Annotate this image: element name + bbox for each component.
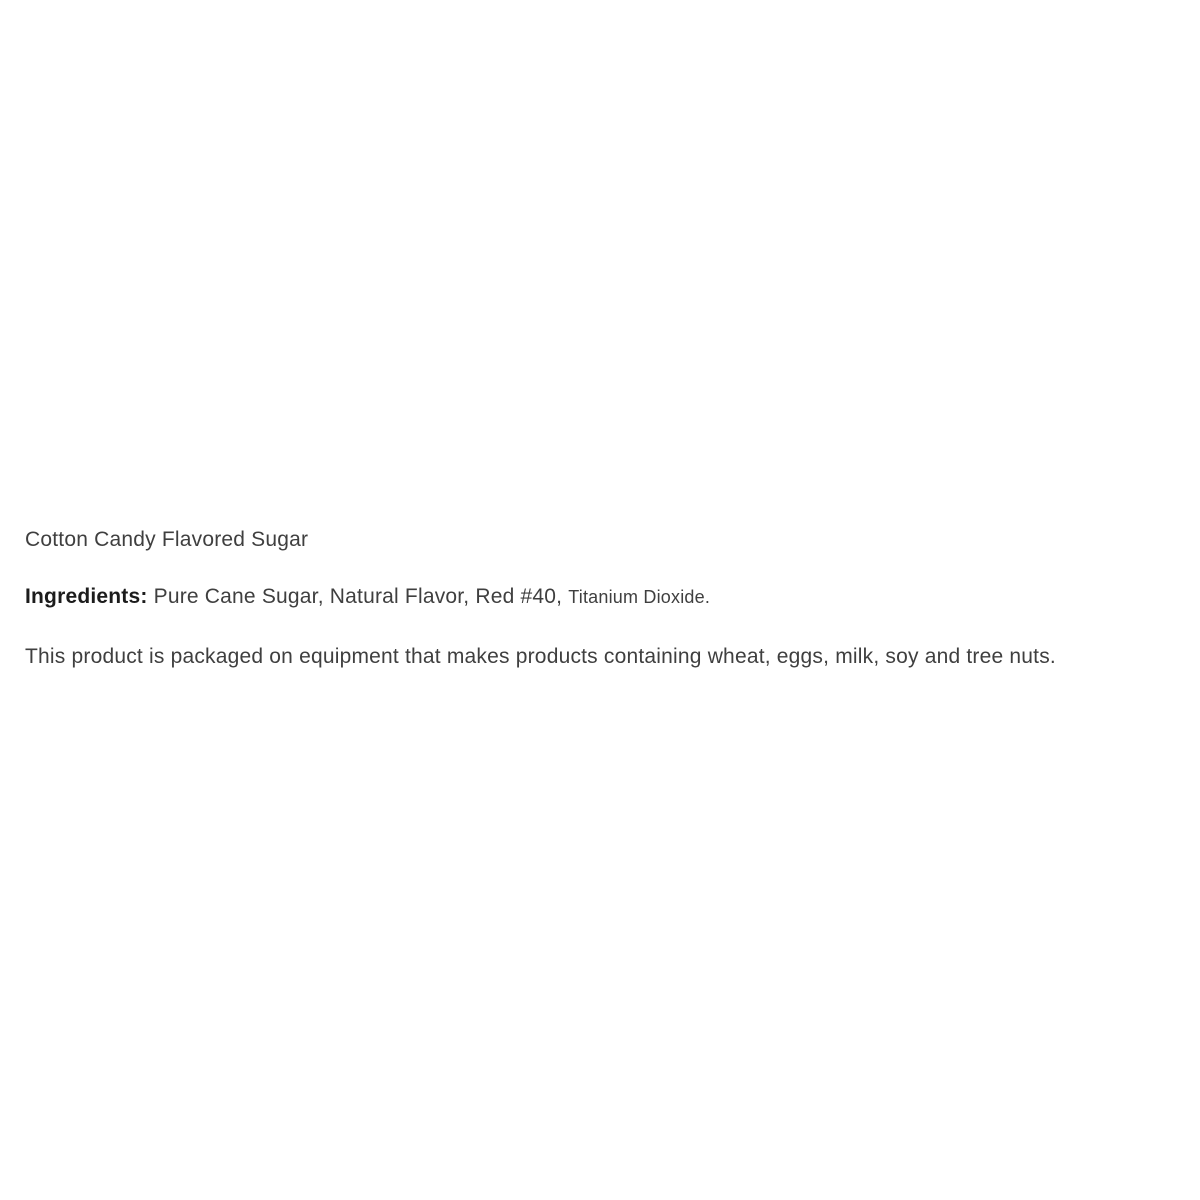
ingredients-value-small: Titanium Dioxide. <box>568 587 711 607</box>
ingredients-value: Pure Cane Sugar, Natural Flavor, Red #40, <box>147 585 569 608</box>
product-name-text: Cotton Candy Flavored Sugar <box>25 528 309 551</box>
ingredients-label: Ingredients: <box>25 585 148 608</box>
allergen-statement: This product is packaged on equipment that makes products containing wheat, eggs, milk, soy and tree nuts. <box>25 645 1056 668</box>
ingredients-line <box>25 585 710 609</box>
